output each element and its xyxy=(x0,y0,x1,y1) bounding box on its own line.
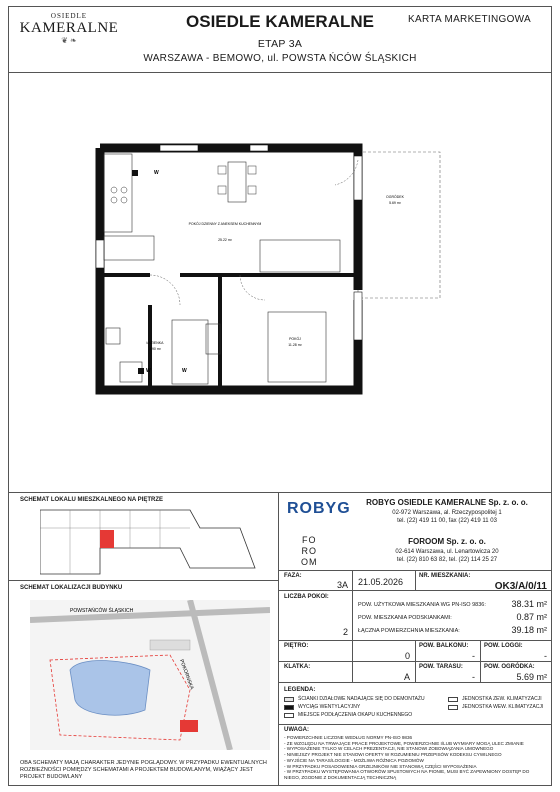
divider xyxy=(8,72,552,73)
phase-value: 3A xyxy=(336,580,348,590)
terrace-label: POW. TARASU: xyxy=(419,664,463,670)
notes-list: - POWIERZCHNIE LICZONE WEDŁUG NORMY PN-ISO 9836 - ZE WZGLĘDU NA TRWAJĄCE PRACE PROJEKTOWE, POWIERZCHNIE I/LUB WYMIARY MOGĄ ULEC ZMIANIE - WYPOSAŻENIE TYLKO W CELACH PREZENTACJI, NIE STANOWI ZOBOWIĄZANIA UMOWNEGO - NINIEJSZY PROJEKT NIE STANOWI OFERTY W ROZUMIENIU PRZEPISÓW KODEKSU CYWILNEGO - WYJŚCIE NA TARAS/LOGGIE - MOŻLIWA RÓŻNICA POZIOMÓW - W PRZYPADKU POSADOWIENIA GRZEJNIKÓW NIE STANOWIĄ CZĘŚCI WYPOSAŻENIA - W PRZYPADKU WYSTĘPOWANIA OTWORÓW SPUSTOWYCH NA PIONIE, MUSI BYĆ ZAPEWNIONY DOSTĘP DO NIEGO, ZGODNIE Z DOKUMENTACJĄ TECHNICZNĄ xyxy=(284,735,530,780)
partition-swatch xyxy=(284,697,294,702)
legend-item: JEDNOSTKA ZEW. KLIMATYZACJI xyxy=(448,696,548,702)
page-title: OSIEDLE KAMERALNE xyxy=(186,12,374,31)
apartment-highlight xyxy=(100,530,114,548)
exterior-walls xyxy=(100,148,358,390)
total-area-value: 39.18 m² xyxy=(511,625,547,635)
vent-icon xyxy=(284,705,294,710)
floor-label: PIĘTRO: xyxy=(284,643,309,649)
legend-item: JEDNOSTKA WEW. KLIMATYZACJI xyxy=(448,704,548,710)
foroom-logo: FO RO OM xyxy=(301,535,318,567)
kitchen-counter xyxy=(104,154,132,232)
balcony-value: - xyxy=(472,651,475,661)
divider xyxy=(278,492,279,786)
divider xyxy=(8,580,278,581)
bed xyxy=(268,312,326,382)
rooms-label: LICZBA POKOI: xyxy=(284,594,329,600)
entrance-gap xyxy=(96,240,104,268)
divider xyxy=(415,570,416,590)
ac-indoor-icon xyxy=(448,705,458,710)
foroom-name: FOROOM Sp. z. o. o. xyxy=(408,537,486,546)
floor-scheme-diagram xyxy=(40,508,260,576)
hood-icon xyxy=(284,713,294,718)
floor-value: 0 xyxy=(404,651,410,661)
divider xyxy=(278,724,552,725)
floor-plan xyxy=(90,140,450,400)
stove-icon xyxy=(111,187,117,193)
divider xyxy=(278,682,552,683)
legend-item: WYCIĄG WENTYLACYJNY xyxy=(284,704,444,710)
living-room-label: POKÓJ DZIENNY Z ANEKSEM KUCHENNYM xyxy=(188,222,262,226)
staircase-label: KLATKA: xyxy=(284,664,311,670)
divider xyxy=(278,661,552,662)
usable-area-label: POW. UŻYTKOWA MIESZKANIA WG PN-ISO 9836: xyxy=(358,602,486,608)
extra-area-value: 0.87 m² xyxy=(516,612,547,622)
extra-area-label: POW. MIESZKANIA PODSKIANKAMI: xyxy=(358,615,452,621)
terrace-value: - xyxy=(472,672,475,682)
total-area-label: ŁĄCZNA POWIERZCHNIA MIESZKANIA: xyxy=(358,628,460,634)
bathroom-label: ŁAZIENKA xyxy=(146,341,164,345)
vent-mark: W xyxy=(182,368,187,374)
legend-item: ŚCIANKI DZIAŁOWE NADAJĄCE SIĘ DO DEMONTAŻU xyxy=(284,696,444,702)
floor-scheme-title: SCHEMAT LOKALU MIESZKALNEGO NA PIĘTRZE xyxy=(20,497,163,503)
robyg-name: ROBYG OSIEDLE KAMERALNE Sp. z. o. o. xyxy=(366,498,528,507)
loggia-label: POW. LOGGI: xyxy=(484,643,523,649)
window-top xyxy=(160,145,198,151)
loggia-value: - xyxy=(544,651,547,661)
balcony-label: POW. BALKONU: xyxy=(419,643,469,649)
building-highlight xyxy=(180,720,198,732)
fridge xyxy=(104,236,154,260)
phase-label: FAZA: xyxy=(284,573,302,579)
dining-table xyxy=(228,162,246,202)
vent-mark: W xyxy=(154,170,159,176)
bedroom-window xyxy=(354,292,362,340)
logo-small-text: OSIEDLE xyxy=(50,12,88,20)
door-swing xyxy=(150,275,180,305)
vent-mark: W xyxy=(146,368,151,374)
bathtub xyxy=(172,320,208,384)
living-room-area: 25.22 m² xyxy=(218,238,232,242)
divider xyxy=(278,640,552,641)
legend-list xyxy=(284,696,444,718)
garden-label: OGRÓDEK xyxy=(386,195,404,199)
date-value: 21.05.2026 xyxy=(358,577,404,587)
bedroom-label: POKÓJ xyxy=(289,337,301,341)
building-scheme-title: SCHEMAT LOKALIZACJI BUDYNKU xyxy=(20,585,123,591)
bedroom-area: 11.28 m² xyxy=(288,343,302,347)
apartment-number-value: OK3/A/0/11 xyxy=(494,581,547,592)
address-label: WARSZAWA - BEMOWO, ul. POWSTA ŃCÓW ŚLĄSKICH xyxy=(143,53,417,64)
staircase-value: A xyxy=(403,672,410,682)
vent-icon xyxy=(132,170,138,176)
garden-area-label: POW. OGRÓDKA: xyxy=(484,664,535,670)
foroom-address: 02-614 Warszawa, ul. Lenartowicza 20 xyxy=(395,549,499,555)
legend-item: MIEJSCE PODŁĄCZENIA OKAPU KUCHENNEGO xyxy=(284,712,444,718)
legend-list-right xyxy=(448,696,548,710)
balcony-door xyxy=(354,156,362,200)
robyg-phone: tel. (22) 419 11 00, fax (22) 419 11 03 xyxy=(397,518,497,524)
ac-outdoor-icon xyxy=(448,697,458,702)
building-location-map xyxy=(30,600,270,750)
divider xyxy=(352,570,353,682)
notes-title: UWAGA: xyxy=(284,727,309,733)
robyg-logo: ROBYG xyxy=(287,500,351,517)
garden-outline xyxy=(358,152,440,298)
divider xyxy=(8,492,552,493)
garden-area: 5.69 m² xyxy=(389,201,401,205)
foroom-phone: tel. (22) 810 63 82, tel. (22) 114 25 27 xyxy=(396,557,498,563)
stage-label: ETAP 3A xyxy=(257,38,303,50)
bathroom-area: 3.90 m² xyxy=(149,347,161,351)
logo-main-text: KAMERALNE xyxy=(19,20,119,36)
pond xyxy=(70,661,150,716)
rooms-value: 2 xyxy=(342,627,348,637)
toilet xyxy=(106,328,120,344)
legend-title: LEGENDA: xyxy=(284,687,316,693)
robyg-address: 02-972 Warszawa, al. Rzeczypospolitej 1 xyxy=(392,510,502,516)
street-label: POKORNSKA xyxy=(178,658,195,691)
logo-ornament-icon: ❦ ❧ xyxy=(61,36,77,45)
document-type: KARTA MARKETINGOWA xyxy=(408,14,532,25)
disclaimer: OBA SCHEMATY MAJĄ CHARAKTER JEDYNIE POGLĄDOWY. W PRZYPADKU EWENTUALNYCH ROZBIEŻNOŚCI POMIĘDZY SCHEMATAMI A PROJEKTEM BUDOWLANYM, WIĄŻĄCY JEST PROJEKT BUDOWLANY xyxy=(20,760,267,780)
usable-area-value: 38.31 m² xyxy=(511,599,547,609)
garden-area-value: 5.69 m² xyxy=(516,672,547,682)
street-label: POWSTAŃCÓW ŚLĄSKICH xyxy=(70,608,134,614)
sofa xyxy=(260,240,340,272)
apartment-number-label: NR. MIESZKANIA: xyxy=(419,573,471,579)
window-top-2 xyxy=(250,145,268,151)
